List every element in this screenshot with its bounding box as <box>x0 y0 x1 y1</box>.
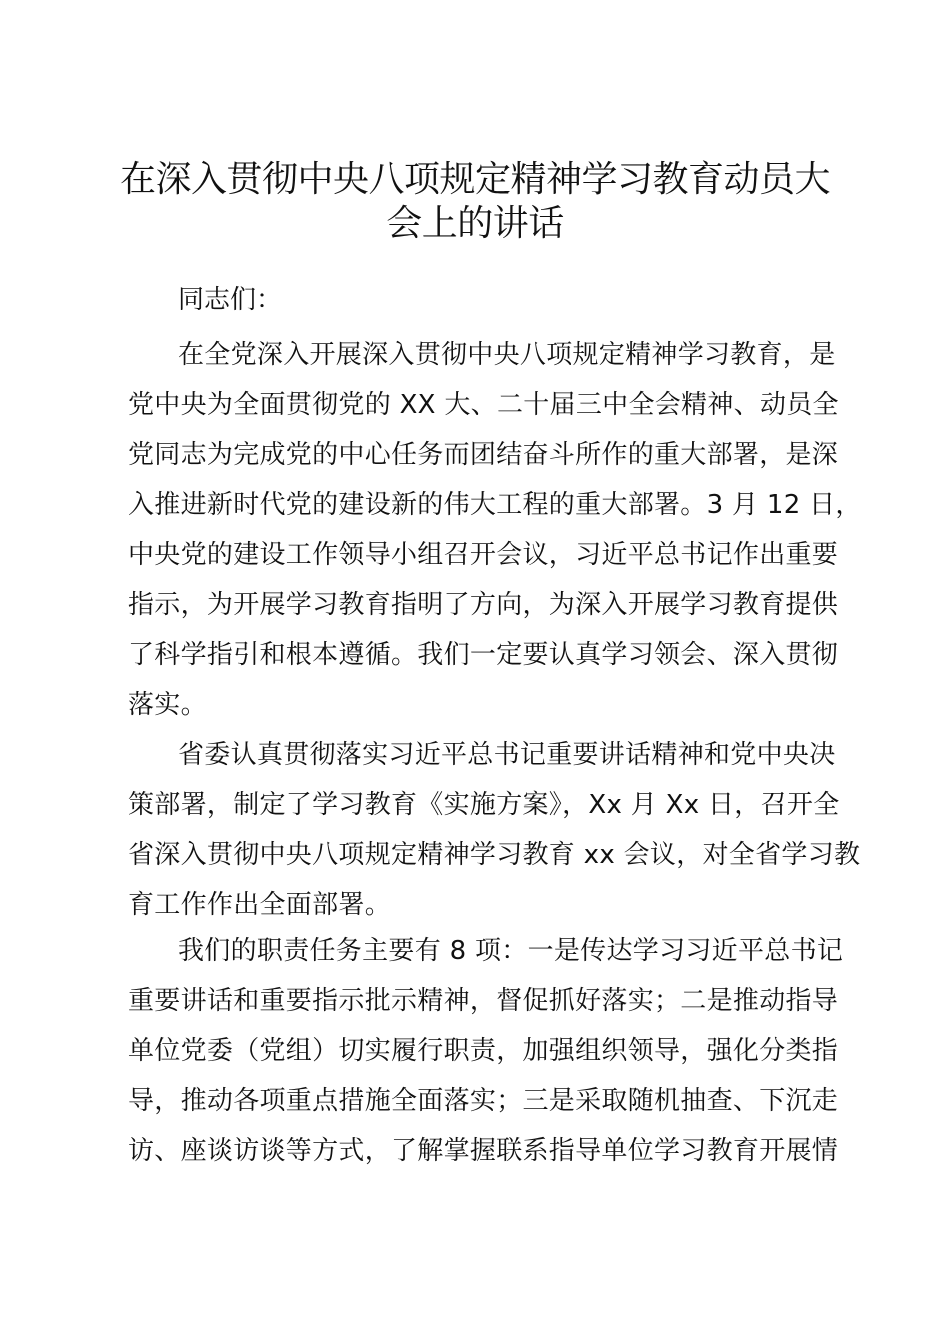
text-line: 入推进新时代党的建设新的伟大工程的重大部署。3 月 12 日， <box>128 490 862 520</box>
text-line: 单位党委（党组）切实履行职责，加强组织领导，强化分类指 <box>128 1036 839 1066</box>
text-line: 访、座谈访谈等方式，了解掌握联系指导单位学习教育开展情 <box>128 1136 839 1166</box>
body-paragraph <box>128 926 844 1176</box>
document-title <box>118 158 832 246</box>
text-line: 省委认真贯彻落实习近平总书记重要讲话精神和党中央决 <box>178 740 836 770</box>
text-line: 重要讲话和重要指示批示精神，督促抓好落实；二是推动指导 <box>128 986 839 1016</box>
title-line: 会上的讲话 <box>386 203 564 244</box>
text-line: 我们的职责任务主要有 8 项：一是传达学习习近平总书记 <box>178 936 844 966</box>
text-line: 党中央为全面贯彻党的 XX 大、二十届三中全会精神、动员全 <box>128 390 839 420</box>
text-line: 在全党深入开展深入贯彻中央八项规定精神学习教育，是 <box>178 340 836 370</box>
text-line: 省深入贯彻中央八项规定精神学习教育 xx 会议，对全省学习教 <box>128 840 861 870</box>
text-line: 落实。 <box>128 690 207 720</box>
text-line: 指示，为开展学习教育指明了方向，为深入开展学习教育提供 <box>128 590 839 620</box>
text-line: 策部署，制定了学习教育《实施方案》，Xx 月 Xx 日，召开全 <box>128 790 840 820</box>
text-line: 党同志为完成党的中心任务而团结奋斗所作的重大部署，是深 <box>128 440 839 470</box>
text-line: 导，推动各项重点措施全面落实；三是采取随机抽查、下沉走 <box>128 1086 839 1116</box>
body-paragraph <box>128 730 861 930</box>
text-line: 中央党的建设工作领导小组召开会议，习近平总书记作出重要 <box>128 540 839 570</box>
text-line: 育工作作出全面部署。 <box>128 890 392 920</box>
title-line: 在深入贯彻中央八项规定精神学习教育动员大 <box>119 159 830 200</box>
salutation: 同志们： <box>178 285 283 315</box>
text-line: 了科学指引和根本遵循。我们一定要认真学习领会、深入贯彻 <box>128 640 839 670</box>
body-paragraph <box>128 330 862 730</box>
